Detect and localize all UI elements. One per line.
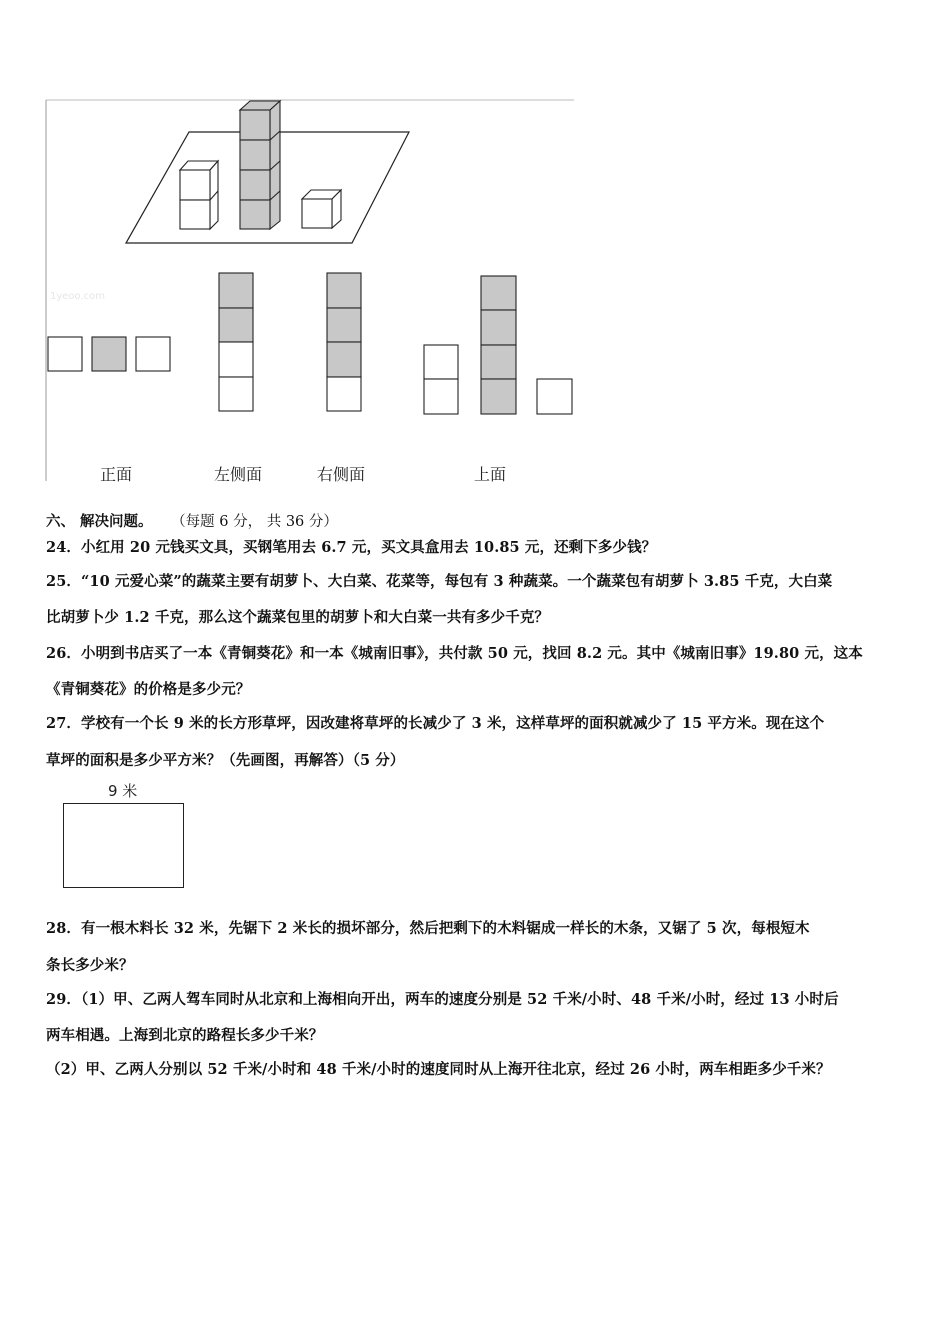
left-side-view: [219, 273, 253, 411]
three-view-figure: [44, 98, 576, 483]
question-28-line-2: 条长多少米？: [46, 957, 134, 974]
question-29-line-1: 29．（1）甲、乙两人驾车同时从北京和上海相向开出，两车的速度分别是 52 千米/小时、48 千米/小时，经过 13 小时后: [46, 991, 839, 1008]
top-view: [424, 276, 572, 414]
label-right-view: 右侧面: [317, 465, 366, 484]
question-27-line-2: 草坪的面积是多少平方米？（先画图，再解答）（5 分）: [46, 752, 405, 769]
cube-stack-left: [180, 161, 218, 229]
section-title: 六、 解决问题。: [46, 513, 153, 530]
label-left-view: 左侧面: [214, 465, 263, 484]
question-29-line-3: （2）甲、乙两人分别以 52 千米/小时和 48 千米/小时的速度同时从上海开往北京，经过 26 小时，两车相距多少千米？: [46, 1061, 831, 1078]
question-26-line-1: 26．小明到书店买了一本《青铜葵花》和一本《城南旧事》，共付款 50 元，找回 8.2 元。其中《城南旧事》19.80 元，这本: [46, 645, 863, 662]
right-side-view: [327, 273, 361, 411]
question-25-line-1: 25．“10 元爱心菜”的蔬菜主要有胡萝卜、大白菜、花菜等，每包有 3 种蔬菜。一个蔬菜包有胡萝卜 3.85 千克，大白菜: [46, 573, 833, 590]
label-top-view: 上面: [474, 465, 507, 484]
cube-figure-svg: [44, 98, 576, 483]
label-front-view: 正面: [100, 465, 133, 484]
watermark: 1yeoo.com: [50, 291, 106, 302]
question-25-line-2: 比胡萝卜少 1.2 千克，那么这个蔬菜包里的胡萝卜和大白菜一共有多少千克？: [46, 609, 550, 626]
cube-single-right: [302, 190, 341, 228]
front-view: [48, 337, 170, 371]
lawn-rectangle: [63, 803, 184, 888]
cube-stack-middle: [240, 101, 280, 229]
section-heading: [46, 510, 338, 531]
question-29-line-2: 两车相遇。上海到北京的路程长多少千米？: [46, 1027, 324, 1044]
question-26-line-2: 《青铜葵花》的价格是多少元？: [46, 681, 251, 698]
question-27-line-1: 27．学校有一个长 9 米的长方形草坪，因改建将草坪的长减少了 3 米，这样草坪的面积就减少了 15 平方米。现在这个: [46, 715, 825, 732]
section-note: （每题 6 分， 共 36 分）: [171, 514, 338, 530]
question-24: 24．小红用 20 元钱买文具，买钢笔用去 6.7 元，买文具盒用去 10.85 元，还剩下多少钱？: [46, 539, 657, 556]
question-28-line-1: 28．有一根木料长 32 米，先锯下 2 米长的损坏部分，然后把剩下的木料锯成一样长的木条，又锯了 5 次，每根短木: [46, 920, 810, 937]
rectangle-length-label: 9 米: [108, 782, 138, 800]
